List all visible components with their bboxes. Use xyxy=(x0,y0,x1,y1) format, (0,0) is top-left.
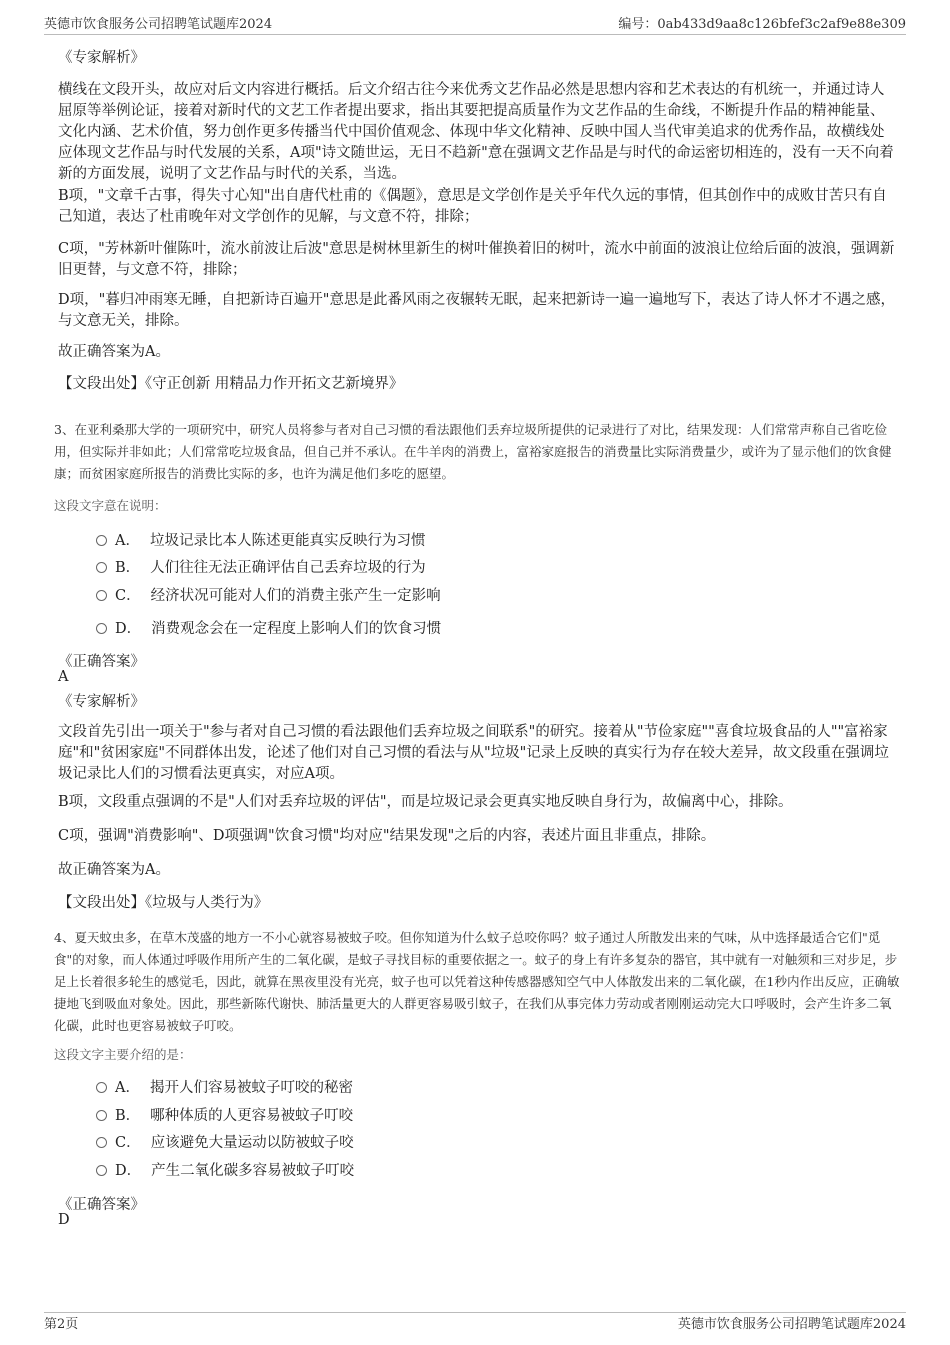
header-title: 英德市饮食服务公司招聘笔试题库2024 xyxy=(44,17,273,32)
option-b[interactable]: B． 人们往往无法正确评估自己丢弃垃圾的行为 xyxy=(96,557,426,579)
option-d[interactable]: D． 产生二氧化碳多容易被蚊子叮咬 xyxy=(96,1160,354,1182)
radio-icon[interactable] xyxy=(96,1165,107,1176)
question-stem: 3、在亚利桑那大学的一项研究中，研究人员将参与者对自己习惯的看法跟他们丢弃垃圾所提供的记录进行了对比，结果发现：人们常常声称自己省吃俭用，但实际并非如此；人们常常吃垃圾食品，但自己并不承认。在牛羊肉的消费上，富裕家庭报告的消费量比实际消费量少，或许为了显示他们的饮食健康；而贫困家庭所报告的消费比实际的多，也许为满足他们多吃的愿望。 xyxy=(54,422,892,481)
question-prompt: 这段文字主要介绍的是： xyxy=(54,1047,192,1062)
option-a[interactable]: A． 垃圾记录比本人陈述更能真实反映行为习惯 xyxy=(96,530,425,552)
radio-icon[interactable] xyxy=(96,1137,107,1148)
analysis-paragraph: C项，强调"消费影响"、D项强调"饮食习惯"均对应"结果发现"之后的内容，表述片面且非重点，排除。 xyxy=(58,828,716,844)
conclusion: 故正确答案为A。 xyxy=(58,344,170,360)
radio-icon[interactable] xyxy=(96,1110,107,1121)
analysis-paragraph: B项，文段重点强调的不是"人们对丢弃垃圾的评估"，而是垃圾记录会更真实地反映自身行为，故偏离中心，排除。 xyxy=(58,794,793,810)
question-prompt: 这段文字意在说明： xyxy=(54,498,167,513)
answer-label: 《正确答案》 xyxy=(58,654,145,670)
analysis-paragraph: D项，"暮归冲雨寒无睡，自把新诗百遍开"意思是此番风雨之夜辗转无眠，起来把新诗一遍一遍地写下，表达了诗人怀才不遇之感，与文意无关，排除。 xyxy=(58,292,895,329)
radio-icon[interactable] xyxy=(96,1082,107,1093)
option-d[interactable]: D． 消费观念会在一定程度上影响人们的饮食习惯 xyxy=(96,618,441,640)
correct-answer: D xyxy=(58,1212,70,1228)
question-stem: 4、夏天蚊虫多，在草木茂盛的地方一不小心就容易被蚊子咬。但你知道为什么蚊子总咬你吗？蚊子通过人所散发出来的气味，从中选择最适合它们"觅食"的对象，而人体通过呼吸作用所产生的二氧化碳，是蚊子寻找目标的重要依据之一。蚊子的身上有许多复杂的器官，其中就有一对触须和三对步足，步足上长着很多轮生的感觉毛，因此，就算在黑夜里没有光亮，蚊子也可以凭着这种传感器感知空气中人体散发出来的二氧化碳，在1秒内作出反应，正确敏捷地飞到吸血对象处。因此，那些新陈代谢快、肺活量更大的人群更容易吸引蚊子，在我们从事完体力劳动或者刚刚运动完大口呼吸时，会产生许多二氧化碳，此时也更容易被蚊子叮咬。 xyxy=(54,930,900,1033)
correct-answer: A xyxy=(58,669,69,685)
analysis-label: 《专家解析》 xyxy=(58,694,145,710)
radio-icon[interactable] xyxy=(96,562,107,573)
document-id: 编号：0ab433d9aa8c126bfef3c2af9e88e309 xyxy=(618,17,906,32)
header-divider xyxy=(44,34,906,35)
analysis-paragraph: 横线在文段开头，故应对后文内容进行概括。后文介绍古往今来优秀文艺作品必然是思想内容和艺术表达的有机统一，并通过诗人屈原等举例论证，接着对新时代的文艺工作者提出要求，指出其要把提高质量作为文艺作品的生命线，不断提升作品的精神能量、文化内涵、艺术价值，努力创作更多传播当代中国价值观念、体现中华文化精神、反映中国人当代审美追求的优秀作品，故横线处应体现文艺作品与时代发展的关系，A项"诗文随世运，无日不趋新"意在强调文艺作品是与时代的命运密切相连的，没有一天不向着新的方面发展，说明了文艺作品与时代的关系，当选。 xyxy=(58,82,894,182)
radio-icon[interactable] xyxy=(96,623,107,634)
page-header xyxy=(0,0,950,34)
page-number: 第2页 xyxy=(44,1317,79,1332)
analysis-paragraph: C项，"芳林新叶催陈叶，流水前波让后波"意思是树林里新生的树叶催换着旧的树叶，流水中前面的波浪让位给后面的波浪，强调新旧更替，与文意不符，排除； xyxy=(58,241,895,278)
conclusion: 故正确答案为A。 xyxy=(58,862,170,878)
analysis-paragraph: B项，"文章千古事，得失寸心知"出自唐代杜甫的《偶题》，意思是文学创作是关乎年代久远的事情，但其创作中的成败甘苦只有自己知道，表达了杜甫晚年对文学创作的见解，与文意不符，排除； xyxy=(58,188,887,225)
footer-title: 英德市饮食服务公司招聘笔试题库2024 xyxy=(677,1317,906,1332)
analysis-paragraph: 文段首先引出一项关于"参与者对自己习惯的看法跟他们丢弃垃圾之间联系"的研究。接着从"节俭家庭""喜食垃圾食品的人""富裕家庭"和"贫困家庭"不同群体出发，论述了他们对自己习惯的看法与从"垃圾"记录上反映的真实行为存在较大差异，故文段重在强调垃圾记录比人们的习惯看法更真实，对应A项。 xyxy=(58,724,889,782)
option-c[interactable]: C． 应该避免大量运动以防被蚊子咬 xyxy=(96,1132,354,1154)
analysis-label: 《专家解析》 xyxy=(58,50,145,66)
radio-icon[interactable] xyxy=(96,590,107,601)
option-c[interactable]: C． 经济状况可能对人们的消费主张产生一定影响 xyxy=(96,585,441,607)
answer-label: 《正确答案》 xyxy=(58,1197,145,1213)
radio-icon[interactable] xyxy=(96,535,107,546)
source-citation: 【文段出处】《守正创新 用精品力作开拓文艺新境界》 xyxy=(58,376,404,392)
option-b[interactable]: B． 哪种体质的人更容易被蚊子叮咬 xyxy=(96,1105,353,1127)
option-a[interactable]: A． 揭开人们容易被蚊子叮咬的秘密 xyxy=(96,1077,353,1099)
source-citation: 【文段出处】《垃圾与人类行为》 xyxy=(58,895,269,911)
